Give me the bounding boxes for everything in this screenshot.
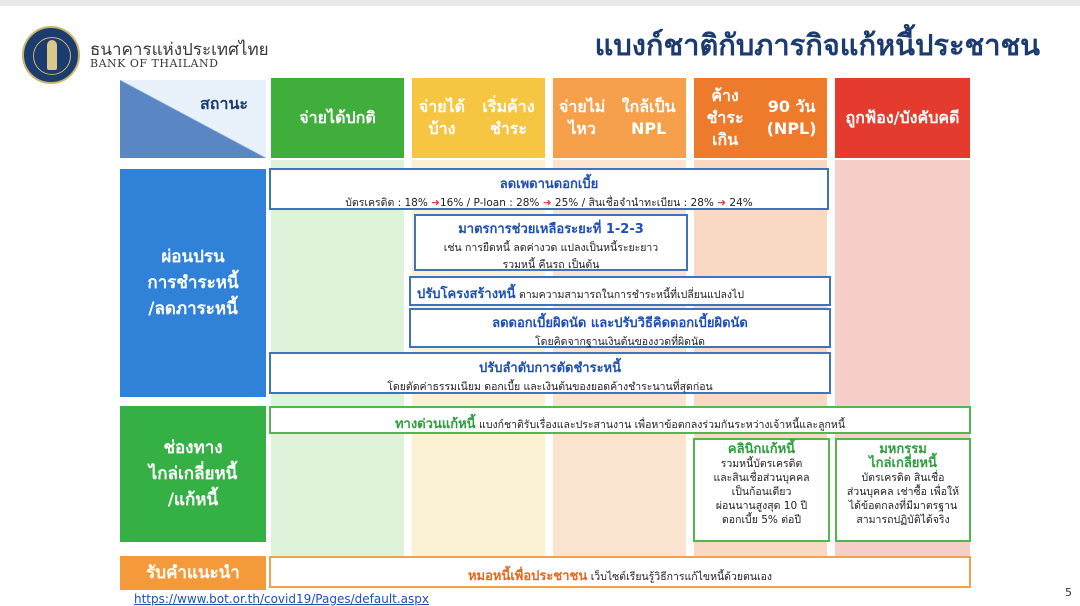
- source-link[interactable]: https://www.bot.or.th/covid19/Pages/default.aspx: [134, 592, 430, 606]
- row-label-text: รับคำแนะนำ: [146, 563, 240, 583]
- measure-default-interest-desc: โดยคิดจากฐานเงินต้นของงวดที่ผิดนัด: [535, 336, 705, 348]
- bank-name-th: ธนาคารแห่งประเทศไทย: [90, 40, 269, 60]
- measure-fair-line: ได้ข้อตกลงที่มีมาตรฐาน: [848, 500, 958, 512]
- row-label-text: /แก้หนี้: [167, 490, 219, 510]
- measure-fair-title-1: มหกรรม: [879, 442, 927, 457]
- bank-name-en: BANK OF THAILAND: [90, 57, 219, 70]
- measure-default-interest-title: ลดดอกเบี้ยผิดนัด และปรับวิธีคิดดอกเบี้ยผิดนัด: [492, 316, 748, 331]
- measure-fair-line: สามารถปฏิบัติได้จริง: [856, 514, 950, 526]
- measure-fair-line: บัตรเครดิต สินเชื่อ: [861, 472, 945, 484]
- arrow-icon: ➜: [717, 197, 727, 209]
- measure-clinic-line: ผ่อนนานสูงสุด 10 ปี: [715, 500, 808, 512]
- measure-clinic-line: ดอกเบี้ย 5% ต่อปี: [721, 514, 801, 526]
- measure-repayment-order-desc: โดยตัดค่าธรรมเนียม ดอกเบี้ย และเงินต้นของยอดค้างชำระนานที่สุดก่อน: [387, 381, 713, 393]
- row-label-relief: [120, 169, 266, 397]
- measure-phase123-title: มาตรการช่วยเหลือระยะที่ 1-2-3: [458, 222, 644, 237]
- column-header-text: จ่ายไม่ไหว: [558, 97, 606, 138]
- measure-doctor-box: [269, 556, 971, 588]
- measure-doctor-title: หมอหนี้เพื่อประชาชน: [467, 569, 588, 584]
- status-label: สถานะ: [200, 94, 248, 113]
- page-title: แบงก์ชาติกับภารกิจแก้หนี้ประชาชน: [594, 28, 1040, 62]
- measure-restructure-title: ปรับโครงสร้างหนี้: [417, 287, 516, 302]
- row-label-text: การชำระหนี้: [147, 273, 239, 293]
- measure-phase123-line1: เช่น การยืดหนี้ ลดค่างวด แปลงเป็นหนี้ระยะยาว: [443, 242, 659, 254]
- measure-restructure-box: [409, 276, 831, 306]
- column-header-text: ค้างชำระเกิน: [706, 86, 744, 149]
- measure-ceiling-desc: บัตรเครดิต : 18% ➜16% / P-loan : 28% ➜ 25% / สินเชื่อจำนำทะเบียน : 28% ➜ 24%: [345, 197, 753, 209]
- measure-phase123-box: [414, 214, 688, 271]
- column-header-text: จ่ายได้ปกติ: [299, 108, 376, 127]
- measure-express-box: [269, 406, 971, 434]
- measure-doctor-desc: เว็บไซต์เรียนรู้วิธีการแก้ไขหนี้ด้วยตนเอง: [590, 571, 773, 583]
- measure-fair-line: ส่วนบุคคล เช่าซื้อ เพื่อให้: [846, 486, 960, 498]
- row-label-text: ผ่อนปรน: [161, 247, 225, 267]
- top-bar: [0, 0, 1080, 6]
- column-header-text: บังคับคดี: [899, 108, 960, 127]
- measure-clinic-title: คลินิกแก้หนี้: [727, 442, 796, 457]
- column-header-text: เริ่มค้างชำระ: [482, 97, 535, 138]
- column-header-partial: [412, 78, 545, 158]
- status-header-cell: [120, 80, 266, 158]
- measure-phase123-line2: รวมหนี้ คืนรถ เป็นต้น: [502, 259, 600, 271]
- row-label-text: ช่องทาง: [163, 438, 223, 458]
- measure-fair-box: [835, 438, 971, 542]
- measure-repayment-order-box: [269, 352, 831, 394]
- measure-restructure-desc: ตามความสามารถในการชำระหนี้ที่เปลี่ยนแปลงไป: [519, 289, 744, 301]
- column-header-normal: [271, 78, 404, 158]
- column-header-text: ถูกฟ้อง/: [845, 108, 900, 127]
- measure-express-title: ทางด่วนแก้หนี้: [394, 417, 476, 432]
- arrow-icon: ➜: [542, 197, 552, 209]
- row-label-mediation: [120, 406, 266, 542]
- row-label-text: /ลดภาระหนี้: [148, 299, 238, 319]
- row-label-text: ไกล่เกลี่ยหนี้: [148, 464, 238, 484]
- column-header-text: ใกล้เป็น NPL: [621, 97, 676, 138]
- arrow-icon: ➜: [431, 197, 440, 209]
- column-header-npl: [694, 78, 827, 158]
- measure-ceiling-title: ลดเพดานดอกเบี้ย: [499, 177, 599, 192]
- measure-clinic-line: และสินเชื่อส่วนบุคคล: [713, 472, 810, 484]
- column-header-near-npl: [553, 78, 686, 158]
- debt-measures-table: [116, 78, 976, 590]
- row-label-advice: [120, 556, 266, 590]
- measure-repayment-order-title: ปรับลำดับการตัดชำระหนี้: [478, 361, 622, 376]
- measure-clinic-line: รวมหนี้บัตรเครดิต: [720, 458, 803, 470]
- column-header-text: 90 วัน (NPL): [766, 97, 817, 138]
- measure-ceiling-box: [269, 168, 829, 210]
- measure-clinic-box: [693, 438, 830, 542]
- column-header-text: จ่ายได้บ้าง: [418, 97, 466, 138]
- bot-logo-icon: [22, 26, 80, 84]
- measure-clinic-line: เป็นก้อนเดียว: [731, 486, 792, 498]
- page-number: 5: [1065, 586, 1072, 599]
- measure-fair-title-2: ไกล่เกลี่ยหนี้: [869, 456, 937, 471]
- measure-default-interest-box: [409, 308, 831, 348]
- measure-express-desc: แบงก์ชาติรับเรื่องและประสานงาน เพื่อหาข้อตกลงร่วมกันระหว่างเจ้าหนี้และลูกหนี้: [479, 419, 846, 431]
- column-header-sued: [835, 78, 970, 158]
